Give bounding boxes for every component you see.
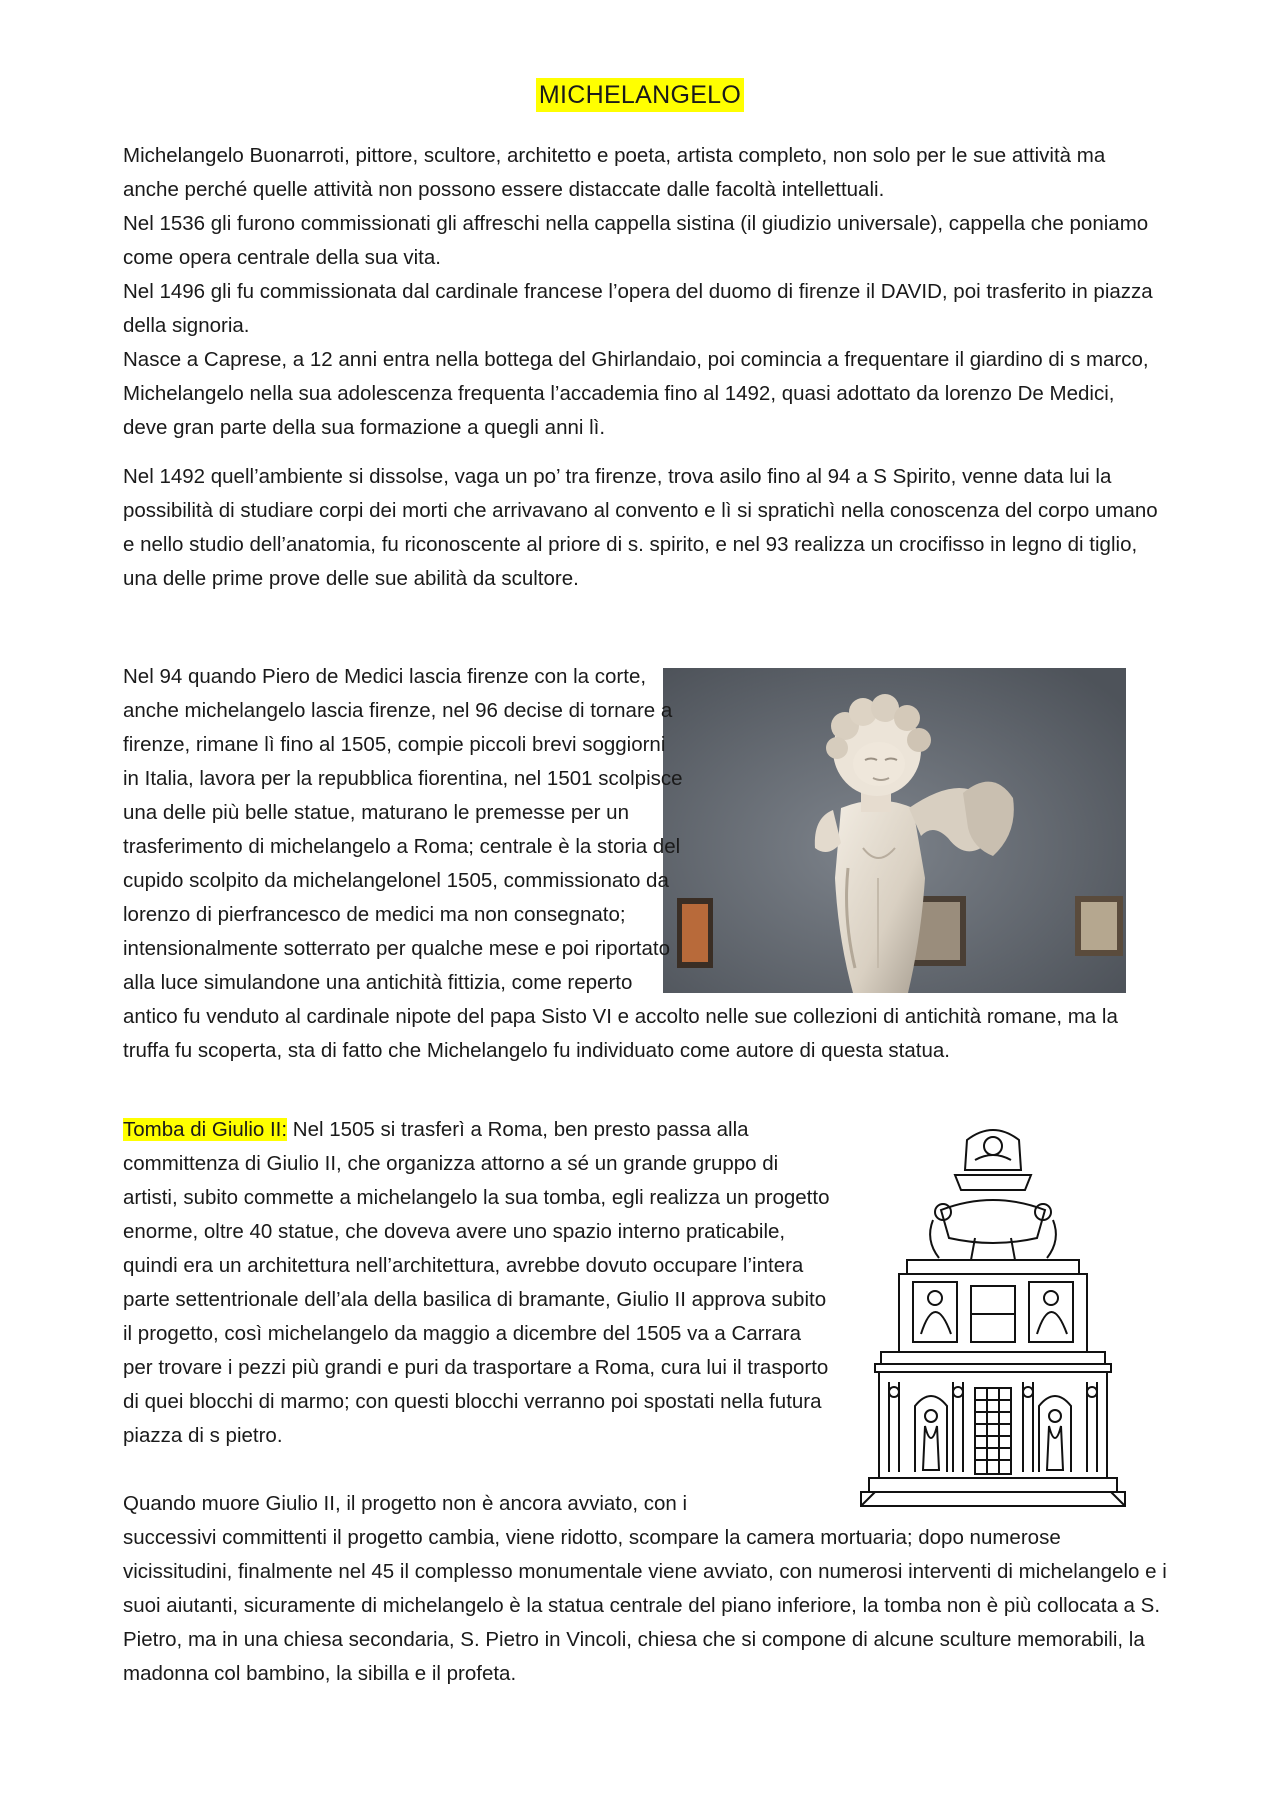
tomba-paragraph xyxy=(123,1113,835,1453)
intro-section xyxy=(123,139,1163,445)
tomb-of-julius-ii-drawing xyxy=(855,1120,1130,1510)
drawing-spacer xyxy=(743,1487,1168,1517)
paragraph-1492 xyxy=(123,460,1163,596)
paragraph-1492-text: Nel 1492 quell’ambiente si dissolse, vaga un po’ tra firenze, trova asilo fino al 94 a S Spirito, venne data lui la possibilità di studiare corpi dei morti che arrivavano al convento e lì si spratichì nella conoscenza del corpo umano e nello studio dell’anatomia, fu riconoscente al priore di s. spirito, e nel 93 realizza un crocifisso in legno di tiglio, una delle prime prove delle sue abilità da scultore. xyxy=(123,465,1158,590)
tomb-drawing xyxy=(855,1120,1130,1510)
title-wrap xyxy=(0,78,1280,112)
paragraph-morte-text: Quando muore Giulio II, il progetto non è ancora avviato, con i successivi committenti il progetto cambia, viene ridotto, scompare la camera mortuaria; dopo numerose vicissitudini, finalmente nel 45 il complesso monumentale viene avviato, con numerosi interventi di michelangelo e i suoi aiutanti, sicuramente di michelangelo è la statua centrale del piano inferiore, la tomba non è più collocata a S. Pietro, ma in una chiesa secondaria, S. Pietro in Vincoli, chiesa che si compone di alcune sculture memorabili, la madonna col bambino, la sibilla e il profeta. xyxy=(123,1492,1167,1685)
intro-paragraph-4: Nasce a Caprese, a 12 anni entra nella bottega del Ghirlandaio, poi comincia a frequentare il giardino di s marco, Michelangelo nella sua adolescenza frequenta l’accademia fino al 1492, quasi adottato da lorenzo De Medici, deve gran parte della sua formazione a quegli anni lì. xyxy=(123,348,1149,439)
tomba-text: Nel 1505 si trasferì a Roma, ben presto passa alla committenza di Giulio II, che organizza attorno a sé un grande gruppo di artisti, subito commette a michelangelo la sua tomba, egli realizza un progetto enorme, oltre 40 statue, che doveva avere uno spazio interno praticabile, quindi era un architettura nell’architettura, avrebbe dovuto occupare l’intera parte settentrionale dell’ala della basilica di bramante, Giulio II approva subito il progetto, così michelangelo da maggio a dicembre del 1505 va a Carrara per trovare i pezzi più grandi e puri da trasportare a Roma, cura lui il trasporto di quei blocchi di marmo; con questi blocchi verranno poi spostati nella futura piazza di s pietro. xyxy=(123,1118,830,1447)
page-title: MICHELANGELO xyxy=(536,78,744,112)
tomba-heading: Tomba di Giulio II: xyxy=(123,1118,288,1141)
photo-spacer xyxy=(683,660,1168,996)
paragraph-94-text: Nel 94 quando Piero de Medici lascia firenze con la corte, anche michelangelo lascia firenze, nel 96 decise di tornare a firenze, rimane lì fino al 1505, compie piccoli brevi soggiorni in Italia, lavora per la repubblica fiorentina, nel 1501 scolpisce una delle più belle statue, maturano le premesse per un trasferimento di michelangelo a Roma; centrale è la storia del cupido scolpito da michelangelonel 1505, commissionato da lorenzo di pierfrancesco de medici ma non consegnato; intensionalmente sotterrato per qualche mese e poi riportato alla luce simulandone una antichità fittizia, come reperto antico fu venduto al cardinale nipote del papa Sisto VI e accolto nelle sue collezioni di antichità romane, ma la truffa fu scoperta, sta di fatto che Michelangelo fu individuato come autore di questa statua. xyxy=(123,665,1118,1062)
tomba-section xyxy=(123,1113,835,1453)
intro-paragraph-3: Nel 1496 gli fu commissionata dal cardinale francese l’opera del duomo di firenze il DAVID, poi trasferito in piazza della signoria. xyxy=(123,280,1153,337)
paragraph-morte xyxy=(123,1487,1168,1691)
intro-paragraph-2: Nel 1536 gli furono commissionati gli affreschi nella cappella sistina (il giudizio universale), cappella che poniamo come opera centrale della sua vita. xyxy=(123,212,1149,269)
intro-paragraph-1: Michelangelo Buonarroti, pittore, scultore, architetto e poeta, artista completo, non solo per le sue attività ma anche perché quelle attività non possono essere distaccate dalle facoltà intellettuali. xyxy=(123,144,1106,201)
paragraph-94 xyxy=(123,660,1168,1068)
